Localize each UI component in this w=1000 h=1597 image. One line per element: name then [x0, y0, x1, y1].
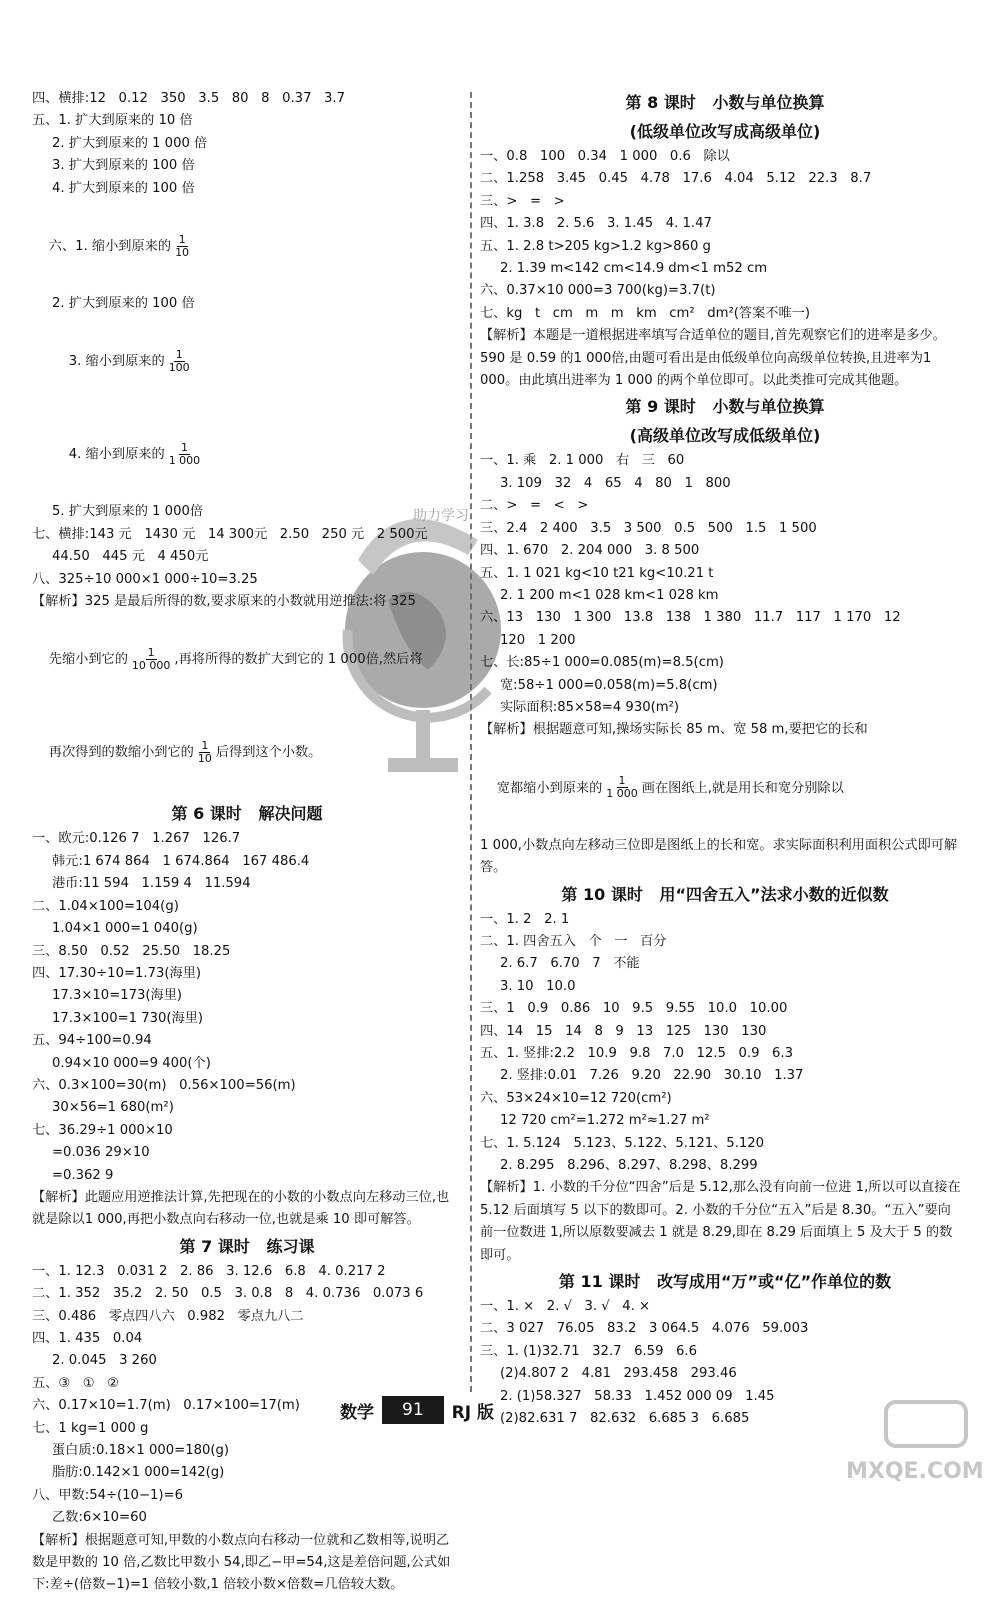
edition-label: RJ 版 [451, 1402, 494, 1423]
answer-line: 3. 109 32 4 65 4 80 1 800 [500, 475, 731, 491]
site-watermark-text: MXQE.COM [846, 1459, 984, 1484]
explanation-paragraph: 1 000,小数点向左移动三位即是图纸上的长和宽。求实际面积利用面积公式即可解答。 [480, 837, 958, 876]
answer-line: 六、0.17×10=1.7(m) 0.17×100=17(m) [32, 1398, 300, 1414]
answer-line: 七、36.29÷1 000×10 [32, 1122, 173, 1138]
answer-line: 六、1. 缩小到原来的 $\frac{1}{10}$ [48, 232, 190, 259]
answer-line: 120 1 200 [500, 632, 576, 648]
answer-line: 三、> = > [480, 193, 565, 209]
answer-line: 2. (1)58.327 58.33 1.452 000 09 1.45 [500, 1388, 775, 1404]
answer-line: 七、长:85÷1 000=0.085(m)=8.5(cm) [480, 655, 724, 671]
answer-line: 二、1. 352 35.2 2. 50 0.5 3. 0.8 8 4. 0.736 0.073 6 [32, 1286, 424, 1302]
explanation-line: 宽都缩小到原来的 $\frac{1}{1 000}$ 画在图纸上,就是用长和宽分别除以 [496, 774, 844, 801]
answer-line: 3. 扩大到原来的 100 倍 [52, 158, 195, 174]
answer-line: 一、1. 12.3 0.031 2 2. 86 3. 12.6 6.8 4. 0.217 2 [32, 1263, 386, 1279]
fraction: $\frac{1}{10}$ [197, 738, 212, 765]
answer-line: 乙数:6×10=60 [52, 1510, 147, 1526]
answer-line: 四、横排:12 0.12 350 3.5 80 8 0.37 3.7 [32, 91, 346, 106]
answer-line: 七、kg t cm m m km cm² dm²(答案不唯一) [480, 305, 810, 321]
answer-line: 17.3×100=1 730(海里) [52, 1010, 204, 1026]
answer-line: 二、1.258 3.45 0.45 4.78 17.6 4.04 5.12 22.3 8.7 [480, 171, 872, 187]
lesson-6-heading: 第 6 课时 解决问题 [171, 804, 323, 824]
explanation-line: 再次得到的数缩小到它的 $\frac{1}{10}$ 后得到这个小数。 [48, 738, 322, 765]
answer-line: 二、3 027 76.05 83.2 3 064.5 4.076 59.003 [480, 1321, 809, 1337]
lesson-8-heading: 第 8 课时 小数与单位换算 [625, 93, 825, 112]
answer-line: 2. 扩大到原来的 100 倍 [52, 296, 195, 312]
answer-line: 5. 扩大到原来的 1 000倍 [52, 504, 204, 520]
answer-line: =0.036 29×10 [52, 1145, 150, 1161]
lesson-8-subheading: (低级单位改写成高级单位) [629, 122, 821, 141]
page-footer [340, 1396, 494, 1424]
answer-line: 宽:58÷1 000=0.058(m)=5.8(cm) [500, 677, 718, 693]
lesson-11-heading: 第 11 课时 改写成用“万”或“亿”作单位的数 [558, 1272, 892, 1292]
answer-line: 2. 扩大到原来的 1 000 倍 [52, 135, 208, 151]
explanation-line: 【解析】根据题意可知,操场实际长 85 m、宽 58 m,要把它的长和 [480, 722, 868, 738]
answer-line: 四、1. 670 2. 204 000 3. 8 500 [480, 543, 700, 559]
answer-line: 二、1.04×100=104(g) [32, 898, 179, 914]
answer-line: 实际面积:85×58=4 930(m²) [500, 699, 680, 715]
answer-line: 2. 1 200 m<1 028 km<1 028 km [500, 587, 719, 603]
answer-line: (2)82.631 7 82.632 6.685 3 6.685 [500, 1411, 750, 1427]
answer-line: 44.50 445 元 4 450元 [52, 549, 209, 565]
answer-line: 2. 1.39 m<142 cm<14.9 dm<1 m52 cm [500, 261, 768, 277]
explanation-line: 【解析】325 是最后所得的数,要求原来的小数就用逆推法:将 325 [32, 594, 416, 610]
answer-line: 2. 8.295 8.296、8.297、8.298、8.299 [500, 1158, 758, 1174]
answer-line: =0.362 9 [52, 1167, 114, 1183]
answer-line: 四、17.30÷10=1.73(海里) [32, 965, 202, 981]
explanation-paragraph: 【解析】此题应用逆推法计算,先把现在的小数的小数点向左移动三位,也就是除以1 000,再把小数点向右移动一位,也就是乘 10 即可解答。 [32, 1189, 450, 1228]
answer-line: 二、1. 四舍五入 个 一 百分 [480, 933, 667, 949]
answer-line: 三、0.486 零点四八六 0.982 零点九八二 [32, 1308, 304, 1324]
answer-line: 三、1 0.9 0.86 10 9.5 9.55 10.0 10.00 [480, 1001, 788, 1017]
answer-line: 七、1. 5.124 5.123、5.122、5.121、5.120 [480, 1135, 765, 1151]
answer-line: 2. 0.045 3 260 [52, 1353, 157, 1369]
answer-line: 七、横排:143 元 1430 元 14 300元 2.50 250 元 2 500元 [32, 526, 428, 542]
answer-line: 五、94÷100=0.94 [32, 1033, 152, 1049]
explanation-paragraph: 【解析】本题是一道根据进率填写合适单位的题目,首先观察它们的进率是多少。590 是 0.59 的1 000倍,由题可看出是由低级单位向高级单位转换,且进率为1 000。由此填出进率为 1 000 的两个单位即可。以此类推可完成其他题。 [480, 328, 946, 389]
answer-line: 六、0.37×10 000=3 700(kg)=3.7(t) [480, 283, 716, 299]
answer-line: 12 720 cm²=1.272 m²≈1.27 m² [500, 1113, 710, 1129]
answer-line: 港币:11 594 1.159 4 11.594 [52, 876, 251, 892]
fraction: $\frac{1}{1 000}$ [606, 774, 638, 801]
left-column [32, 88, 462, 1597]
answer-line: 八、325÷10 000×1 000÷10=3.25 [32, 571, 258, 587]
answer-line: 五、1. 扩大到原来的 10 倍 [32, 113, 193, 129]
answer-line: 五、1. 2.8 t>205 kg>1.2 kg>860 g [480, 238, 711, 254]
answer-line: 脂肪:0.142×1 000=142(g) [52, 1465, 225, 1481]
right-column [480, 88, 970, 1431]
answer-line: 二、> = < > [480, 498, 589, 514]
answer-line: 六、13 130 1 300 13.8 138 1 380 11.7 117 1 170 12 [480, 610, 901, 626]
answer-line: 六、0.3×100=30(m) 0.56×100=56(m) [32, 1077, 296, 1093]
lesson-9-heading: 第 9 课时 小数与单位换算 [625, 397, 825, 417]
lesson-9-subheading: (高级单位改写成低级单位) [629, 426, 821, 446]
lesson-10-heading: 第 10 课时 用“四舍五入”法求小数的近似数 [561, 884, 889, 904]
answer-line: 五、1. 1 021 kg<10 t21 kg<10.21 t [480, 565, 714, 581]
answer-line: 1.04×1 000=1 040(g) [52, 921, 198, 937]
fraction: $\frac{1}{1 000}$ [168, 440, 201, 467]
answer-line: 一、欧元:0.126 7 1.267 126.7 [32, 831, 241, 847]
answer-line: 蛋白质:0.18×1 000=180(g) [52, 1443, 230, 1459]
answer-line: (2)4.807 2 4.81 293.458 293.46 [500, 1366, 737, 1382]
globe-text: 助力学习 [413, 508, 469, 524]
answer-line: 六、53×24×10=12 720(cm²) [480, 1090, 672, 1106]
answer-line: 七、1 kg=1 000 g [32, 1420, 149, 1436]
lesson-7-heading: 第 7 课时 练习课 [179, 1236, 315, 1256]
answer-line: 3. 10 10.0 [500, 978, 576, 994]
answer-line: 0.94×10 000=9 400(个) [52, 1055, 211, 1071]
answer-line: 2. 6.7 6.70 7 不能 [500, 956, 640, 972]
answer-line: 三、8.50 0.52 25.50 18.25 [32, 943, 231, 959]
answer-line: 三、2.4 2 400 3.5 3 500 0.5 500 1.5 1 500 [480, 520, 817, 536]
answer-line: 4. 扩大到原来的 100 倍 [52, 180, 195, 196]
answer-line: 17.3×10=173(海里) [52, 988, 183, 1004]
subject-label: 数学 [340, 1402, 374, 1423]
answer-line: 30×56=1 680(m²) [52, 1100, 174, 1116]
explanation-line: 先缩小到它的 $\frac{1}{10 000}$ ,再将所得的数扩大到它的 1 000倍,然后将 [48, 645, 423, 672]
answer-line: 一、1. 2 2. 1 [480, 911, 570, 927]
answer-line: 四、14 15 14 8 9 13 125 130 130 [480, 1023, 767, 1039]
answer-line: 五、1. 竖排:2.2 10.9 9.8 7.0 12.5 0.9 6.3 [480, 1046, 794, 1061]
fraction: $\frac{1}{10}$ [175, 232, 190, 259]
answer-line: 五、③ ① ② [32, 1375, 119, 1391]
answer-line: 四、1. 435 0.04 [32, 1331, 143, 1346]
answer-line: 八、甲数:54÷(10−1)=6 [32, 1487, 183, 1503]
answer-line: 韩元:1 674 864 1 674.864 167 486.4 [52, 853, 310, 869]
page-number: 91 [382, 1396, 444, 1424]
answer-line: 四、1. 3.8 2. 5.6 3. 1.45 4. 1.47 [480, 216, 712, 232]
fraction: $\frac{1}{10 000}$ [131, 645, 171, 672]
answer-line: 三、1. (1)32.71 32.7 6.59 6.6 [480, 1343, 698, 1359]
answer-line: 2. 竖排:0.01 7.26 9.20 22.90 30.10 1.37 [500, 1068, 804, 1084]
answer-line: 一、1. × 2. √ 3. √ 4. × [480, 1299, 651, 1315]
answer-line: 4. 缩小到原来的 $\frac{1}{1 000}$ [68, 440, 201, 467]
explanation-paragraph: 【解析】1. 小数的千分位“四舍”后是 5.12,那么没有向前一位进 1,所以可以直接在 5.12 后面填写 5 以下的数即可。2. 小数的千分位“五入”后是 8.30。“五入”要向前一位数进 1,所以原数要减去 1 就是 8.29,即在 8.29 后面填上 5 及大于 5 的数即可。 [480, 1180, 961, 1263]
answer-line: 一、1. 乘 2. 1 000 右 三 60 [480, 453, 685, 469]
answer-line: 3. 缩小到原来的 $\frac{1}{100}$ [68, 347, 190, 374]
answer-line: 一、0.8 100 0.34 1 000 0.6 除以 [480, 149, 730, 164]
fraction: $\frac{1}{100}$ [168, 347, 190, 374]
explanation-paragraph: 【解析】根据题意可知,甲数的小数点向右移动一位就和乙数相等,说明乙数是甲数的 10 倍,乙数比甲数小 54,即乙−甲=54,这是差倍问题,公式如下:差÷(倍数−1)=1 倍较小数,1 倍较小数×倍数=几倍较大数。 [32, 1532, 451, 1593]
